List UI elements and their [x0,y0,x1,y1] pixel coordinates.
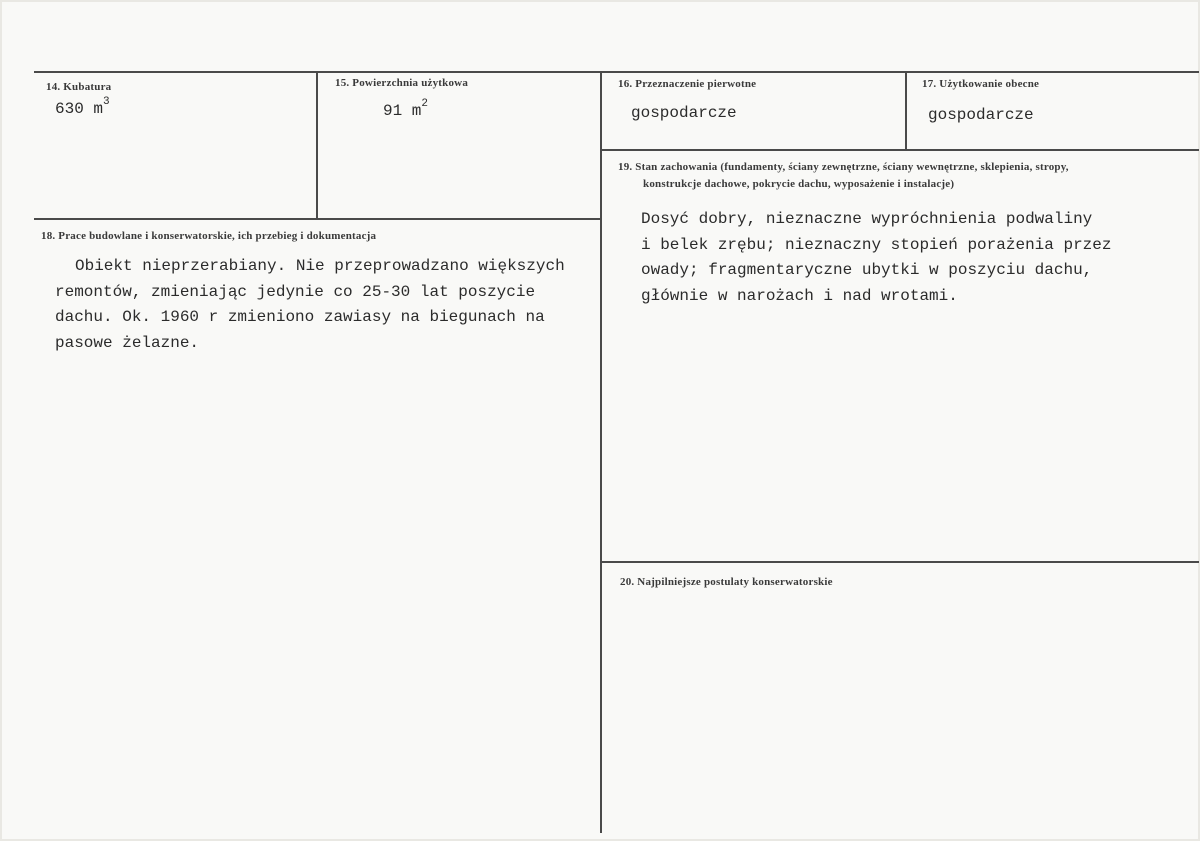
field-20-label: 20. Najpilniejsze postulaty konserwatorskie [620,576,833,588]
field-18-line: remontów, zmieniając jedynie co 25-30 lat poszycie [55,282,536,301]
top-rule [34,71,1199,73]
rule-below-14-15 [34,218,602,220]
field-17-label: 17. Użytkowanie obecne [922,78,1040,90]
field-19-label-line: konstrukcje dachowe, pokrycie dachu, wyposażenie i instalacje) [643,178,955,190]
field-19-line: owady; fragmentaryczne ubytki w poszyciu dachu, [641,261,1093,279]
field-18-line: pasowe żelazne. [55,333,200,352]
rule-below-16-17 [602,149,1199,151]
field-16-value: gospodarcze [631,104,737,122]
divider-16-17 [905,71,907,150]
field-18-line: dachu. Ok. 1960 r zmieniono zawiasy na biegunach na [55,308,545,326]
field-19-line: i belek zrębu; nieznaczny stopień porażenia przez [641,235,1112,254]
field-18-line: Obiekt nieprzerabiany. Nie przeprowadzano większych [75,257,565,275]
field-14-label: 14. Kubatura [46,81,112,93]
field-19-text [641,207,1111,309]
field-18-text [55,254,565,356]
field-15-number: 91 m [383,102,422,120]
field-16-label: 16. Przeznaczenie pierwotne [618,78,757,90]
field-14-exponent: 3 [103,96,110,108]
divider-14-15 [316,71,318,219]
field-19-line: Dosyć dobry, nieznaczne wypróchnienia podwaliny [641,210,1093,228]
field-14-number: 630 m [55,100,104,118]
field-17-value: gospodarcze [928,106,1034,124]
center-divider [600,71,602,833]
field-18-label: 18. Prace budowlane i konserwatorskie, ich przebieg i dokumentacja [41,230,377,242]
field-15-value [383,98,429,120]
rule-below-19 [602,561,1199,563]
field-15-label: 15. Powierzchnia użytkowa [335,77,469,89]
field-15-exponent: 2 [421,98,429,110]
field-19-line: głównie w narożach i nad wrotami. [641,286,958,305]
field-19-label-line: 19. Stan zachowania (fundamenty, ściany zewnętrzne, ściany wewnętrzne, sklepienia, stropy, [618,161,1069,173]
field-14-value [55,96,110,118]
field-19-label [618,160,1069,192]
